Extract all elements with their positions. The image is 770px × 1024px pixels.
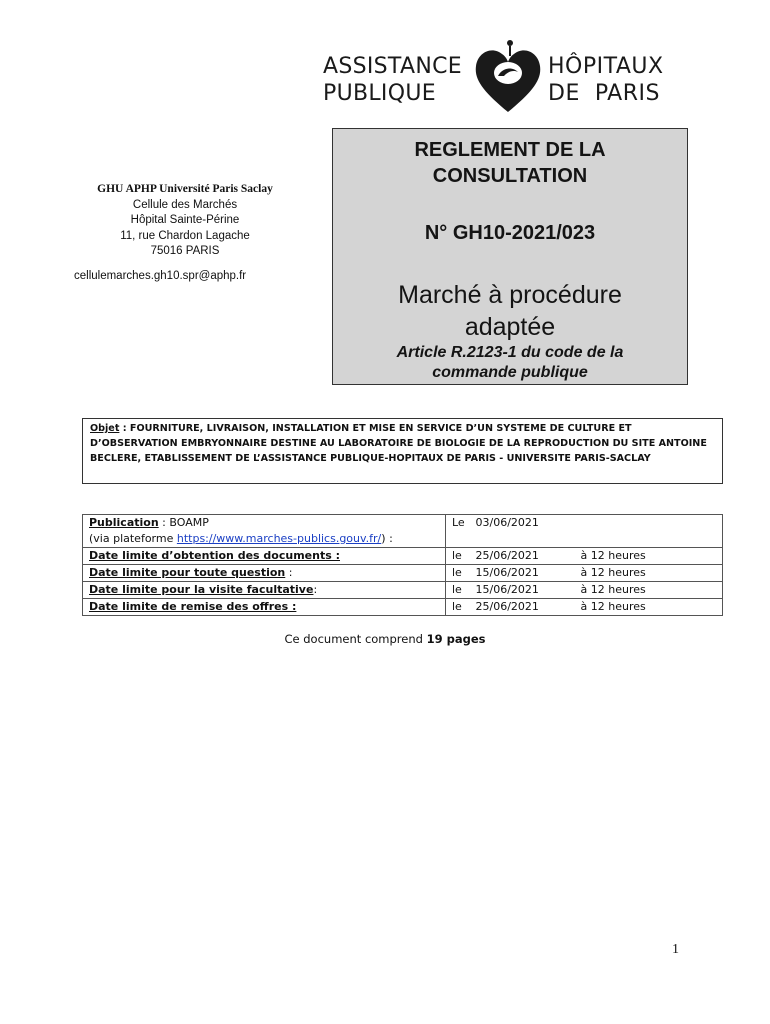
deadline-label-cell <box>83 548 446 565</box>
deadline-label-cell <box>83 582 446 599</box>
deadline-value-cell <box>446 565 723 582</box>
deadline-label: Date limite pour la visite facultative <box>89 583 314 596</box>
contact-address <box>80 182 290 260</box>
table-row <box>83 515 723 548</box>
deadlines-table <box>82 514 723 616</box>
article-line-2: commande publique <box>432 364 588 381</box>
table-row <box>83 565 723 582</box>
table-row <box>83 599 723 616</box>
deadline-date: 25/06/2021 <box>475 600 539 613</box>
publication-value: : BOAMP <box>158 516 209 529</box>
city-address: 75016 PARIS <box>150 245 220 257</box>
street-address: 11, rue Chardon Lagache <box>120 229 250 242</box>
logo-word-publique: PUBLIQUE <box>323 81 436 106</box>
aphp-heart-logo-icon <box>470 40 546 116</box>
logo-word-hopitaux: HÔPITAUX <box>548 54 664 79</box>
deadline-label: Date limite de remise des offres : <box>89 600 297 613</box>
deadline-time: à 12 heures <box>580 549 646 562</box>
publication-date-prefix: Le <box>452 516 465 529</box>
procedure-line-2: adaptée <box>464 313 556 341</box>
deadline-prefix: le <box>452 600 462 613</box>
deadline-date: 15/06/2021 <box>475 566 539 579</box>
document-title-box <box>332 128 688 385</box>
document-title <box>333 137 687 189</box>
deadline-prefix: le <box>452 549 462 562</box>
logo-word-de-paris: DE PARIS <box>548 81 660 106</box>
procedure-line-1: Marché à procédure <box>398 281 622 309</box>
table-row <box>83 548 723 565</box>
page-count-prefix: Ce document comprend <box>284 632 427 646</box>
page-number: 1 <box>672 942 679 957</box>
title-line-2: CONSULTATION <box>432 165 588 187</box>
organization-name: GHU APHP Université Paris Saclay <box>97 183 273 195</box>
deadline-label-suffix: : <box>285 566 293 579</box>
deadline-label-cell <box>83 565 446 582</box>
publication-label: Publication <box>89 516 159 529</box>
procedure-type <box>333 279 687 343</box>
object-text: : FOURNITURE, LIVRAISON, INSTALLATION ET MISE EN SERVICE D’UN SYSTEME DE CULTURE ET D’OBSERVATION EMBRYONNAIRE DESTINE AU LABORATOIRE DE BIOLOGIE DE LA REPRODUCTION DU SITE ANTOINE BECLERE, ETABLISSEMENT DE L’ASSISTANCE PUBLIQUE-HOPITAUX DE PARIS - UNIVERSITE PARIS-SACLAY <box>90 423 707 464</box>
page-count-value: 19 pages <box>426 632 486 646</box>
publication-cell <box>83 515 446 548</box>
table-row <box>83 582 723 599</box>
legal-article <box>333 343 687 383</box>
contact-email[interactable]: cellulemarches.gh10.spr@aphp.fr <box>74 270 247 282</box>
department-name: Cellule des Marchés <box>132 198 238 211</box>
platform-suffix: ) : <box>381 532 393 545</box>
platform-link[interactable]: https://www.marches-publics.gouv.fr/ <box>176 532 382 545</box>
logo-word-assistance: ASSISTANCE <box>323 54 462 79</box>
deadline-time: à 12 heures <box>580 583 646 596</box>
deadline-label: Date limite pour toute question <box>89 566 286 579</box>
publication-date-cell <box>446 515 723 548</box>
deadline-value-cell <box>446 582 723 599</box>
deadline-prefix: le <box>452 566 462 579</box>
deadline-value-cell <box>446 599 723 616</box>
object-label: Objet <box>90 423 120 434</box>
deadline-value-cell <box>446 548 723 565</box>
aphp-logo-text-right <box>548 53 693 107</box>
page-count-note <box>0 632 770 646</box>
hospital-name: Hôpital Sainte-Périne <box>130 214 240 226</box>
publication-date: 03/06/2021 <box>475 516 539 529</box>
consultation-number: N° GH10-2021/023 <box>424 222 596 244</box>
deadline-date: 15/06/2021 <box>475 583 539 596</box>
deadline-time: à 12 heures <box>580 566 646 579</box>
deadline-prefix: le <box>452 583 462 596</box>
platform-prefix: (via plateforme <box>89 532 177 545</box>
aphp-logo-text-left <box>323 53 468 107</box>
deadline-label-cell <box>83 599 446 616</box>
deadline-label-suffix: : <box>313 583 318 596</box>
title-line-1: REGLEMENT DE LA <box>414 139 606 161</box>
article-line-1: Article R.2123-1 du code de la <box>396 344 624 361</box>
deadline-label: Date limite d’obtention des documents : <box>89 549 340 562</box>
deadline-date: 25/06/2021 <box>475 549 539 562</box>
deadline-time: à 12 heures <box>580 600 646 613</box>
contract-object-box <box>82 418 723 484</box>
